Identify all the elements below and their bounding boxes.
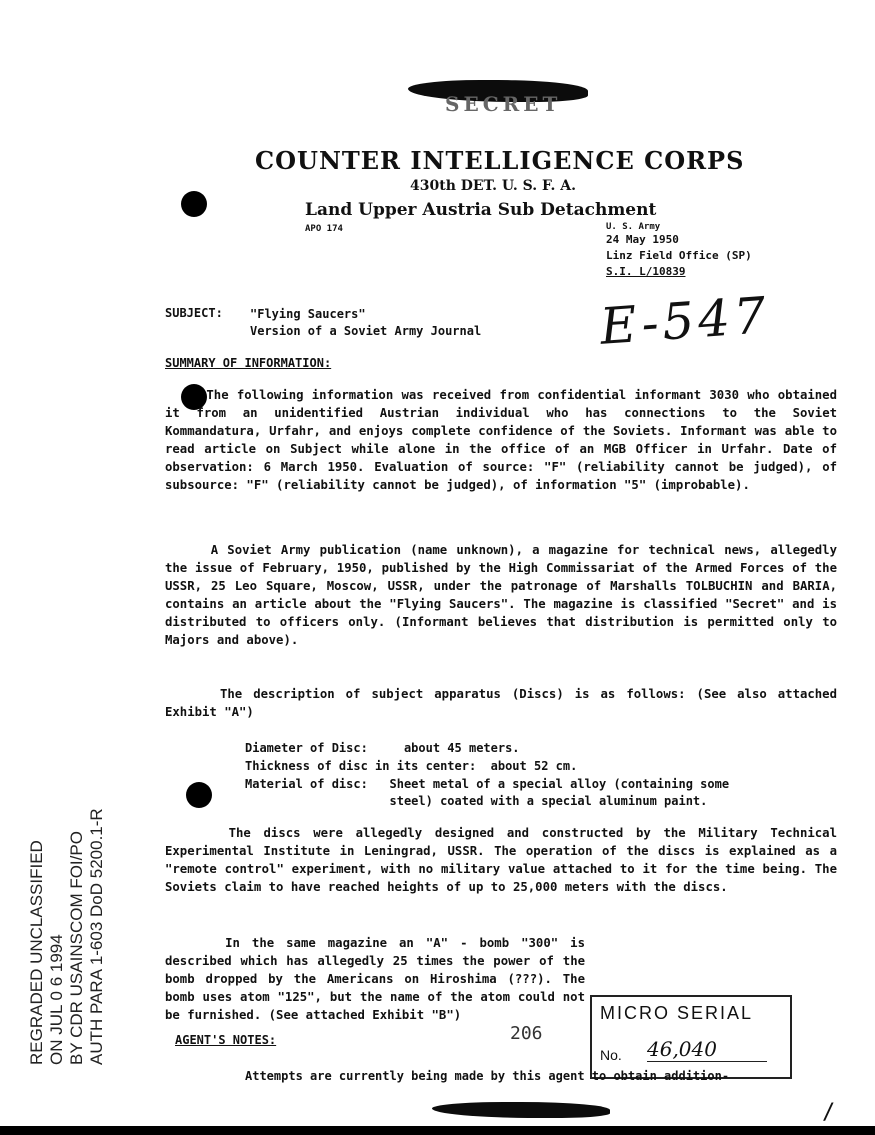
declass-line-4: AUTH PARA 1-603 DoD 5200.1-R xyxy=(87,808,106,1065)
summary-heading: SUMMARY OF INFORMATION: xyxy=(165,356,332,370)
redaction-bar-bottom xyxy=(432,1102,610,1118)
spec-diameter: Diameter of Disc: about 45 meters. xyxy=(245,741,520,755)
page-number: 206 xyxy=(510,1023,543,1044)
report-date: 24 May 1950 xyxy=(606,233,679,246)
paragraph-design: The discs were allegedly designed and constructed by the Military Technical Experimental Institute in Leningrad, USSR. The operation of the discs is explained as a "remote control" experiment, with no military value attached to it for the time being. The Soviets claim to have reached heights of up to 25,000 meters with the discs. xyxy=(165,826,845,894)
subject-label: SUBJECT: xyxy=(165,306,223,320)
army-label: U. S. Army xyxy=(606,222,661,232)
micro-serial-title: MICRO SERIAL xyxy=(600,1003,754,1023)
spec-material-2: steel) coated with a special aluminum paint. xyxy=(245,794,708,808)
declass-line-1: REGRADED UNCLASSIFIED xyxy=(27,840,46,1065)
paragraph-publication: A Soviet Army publication (name unknown), a magazine for technical news, allegedly the issue of February, 1950, published by the High Commissariat of the Armed Forces of the USSR, 25 Leo Square, Moscow, USSR, under the patronage of Marshalls TOLBUCHIN and BARIA, contains an article about the "Flying Saucers". The magazine is classified "Secret" and is distributed to officers only. (Informant believes that distribution is permitted only to Majors and above). xyxy=(165,543,845,647)
micro-serial-stamp xyxy=(590,995,792,1079)
paragraph-source: The following information was received from confidential informant 3030 who obtained it from an unidentified Austrian individual who has connections to the Soviet Kommandatura, Urfahr, and enjoys complete confidence of the Soviets. Informant was able to read article on Subject while alone in the office of an MGB Officer in Urfahr. Date of observation: 6 March 1950. Evaluation of source: "F" (reliability cannot be judged), of subsource: "F" (reliability cannot be judged), of information "5" (improbable). xyxy=(165,388,845,492)
declass-line-3: BY CDR USAINSCOM FOI/PO xyxy=(67,831,86,1065)
header-right-block xyxy=(606,222,752,280)
detachment-line: 430th DET. U. S. F. A. xyxy=(410,178,576,194)
handwritten-reference: E-547 xyxy=(598,286,772,356)
declass-line-2: ON JUL 0 6 1994 xyxy=(47,934,66,1065)
paragraph-description-intro: The description of subject apparatus (Discs) is as follows: (See also attached Exhibit "A") xyxy=(165,687,845,719)
spec-material-1: Material of disc: Sheet metal of a special alloy (containing some xyxy=(245,777,730,791)
paragraph-a-bomb: In the same magazine an "A" - bomb "300" is described which has allegedly 25 times the power of the bomb dropped by the Americans on Hiroshima (???). The bomb uses atom "125", but the name of the atom could not be furnished. (See attached Exhibit "B") xyxy=(165,936,593,1022)
field-office: Linz Field Office (SP) xyxy=(606,249,752,262)
punch-hole-bottom xyxy=(186,782,212,808)
apo-number: APO 174 xyxy=(305,224,343,234)
unit-name: Land Upper Austria Sub Detachment xyxy=(305,200,657,220)
subject-line-2: Version of a Soviet Army Journal xyxy=(250,324,482,338)
classification-marking-top: SECRET xyxy=(445,92,562,116)
file-reference: S.I. L/10839 xyxy=(606,265,686,278)
pen-mark: / xyxy=(822,1100,836,1125)
spec-thickness: Thickness of disc in its center: about 52 cm. xyxy=(245,759,578,773)
agent-notes-heading: AGENT'S NOTES: xyxy=(175,1033,277,1047)
agent-notes-line: Attempts are currently being made by this agent to obtain addition- xyxy=(245,1069,730,1083)
scan-edge-bar xyxy=(0,1126,875,1135)
micro-serial-number: 46,040 xyxy=(647,1037,767,1062)
subject-lines xyxy=(250,306,481,340)
micro-serial-no-label: No. xyxy=(600,1047,622,1063)
subject-line-1: "Flying Saucers" xyxy=(250,307,366,321)
page-title: COUNTER INTELLIGENCE CORPS xyxy=(255,146,745,175)
punch-hole-top xyxy=(181,191,207,217)
declassification-stamp xyxy=(27,775,107,1065)
